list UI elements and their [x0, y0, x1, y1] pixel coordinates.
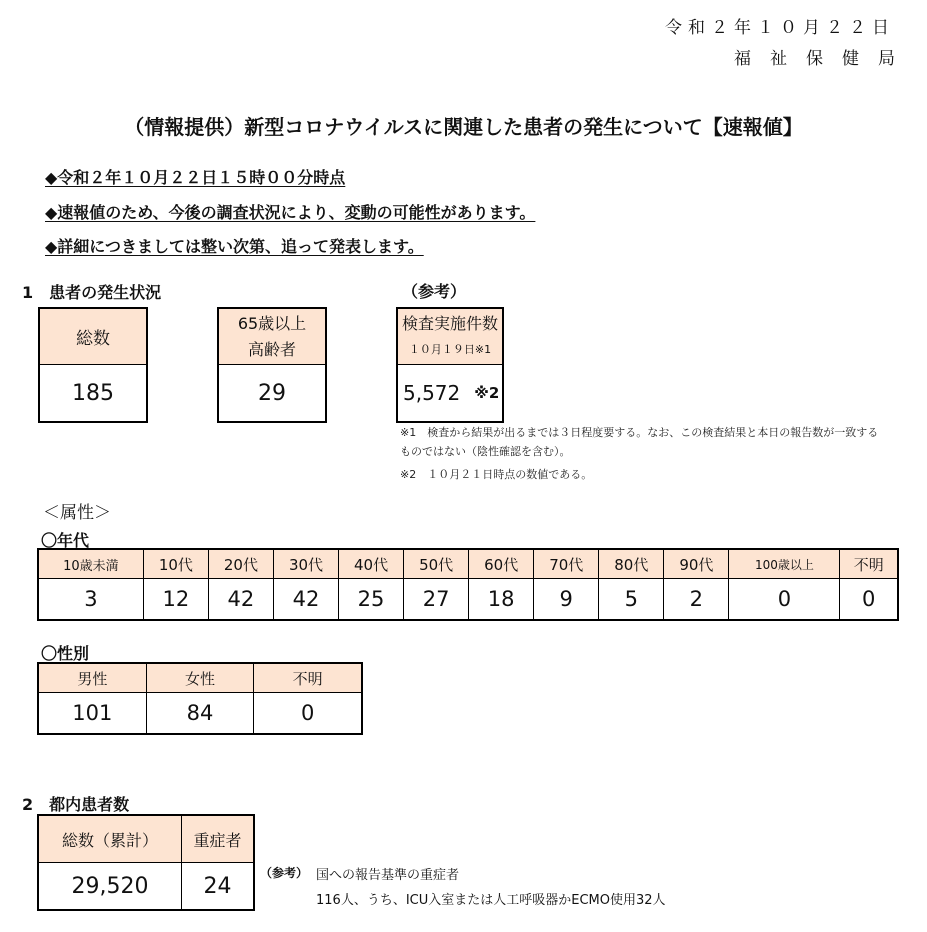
page-title: （情報提供）新型コロナウイルスに関連した患者の発生について【速報値】	[124, 115, 803, 139]
section2-reference-label: （参考）	[260, 866, 309, 880]
age-col-10s: 10代	[143, 550, 208, 579]
gender-table	[38, 663, 362, 734]
tokyo-total-value: 29,520	[39, 863, 182, 910]
bullet-details-notice: ◆詳細につきましては整い次第、追って発表します。	[45, 237, 424, 256]
age-val-90s: 2	[664, 579, 729, 620]
age-val-70s: 9	[534, 579, 599, 620]
tests-value-mark: ※2	[474, 384, 500, 402]
age-col-30s: 30代	[273, 550, 338, 579]
tokyo-severe-label: 重症者	[182, 816, 254, 863]
section2-heading: 2 都内患者数	[22, 795, 130, 814]
age-val-unknown: 0	[840, 579, 898, 620]
total-patients-box	[38, 307, 148, 423]
section2-reference-line2: 116人、うち、ICU入室または人工呼吸器かECMO使用32人	[316, 893, 666, 908]
age-val-20s: 42	[208, 579, 273, 620]
tests-value: 5,572	[403, 381, 461, 405]
age-col-70s: 70代	[534, 550, 599, 579]
age-col-60s: 60代	[469, 550, 534, 579]
age-val-10s: 12	[143, 579, 208, 620]
age-col-80s: 80代	[599, 550, 664, 579]
age-table	[38, 549, 898, 620]
gender-col-unknown: 不明	[254, 664, 362, 693]
elderly-patients-label	[219, 309, 325, 365]
tokyo-severe-value: 24	[182, 863, 254, 910]
tokyo-value-row	[39, 863, 254, 910]
section1-reference-label: （参考）	[402, 282, 467, 301]
age-val-30s: 42	[273, 579, 338, 620]
issuing-bureau: 福祉保健局	[734, 49, 914, 69]
tokyo-patients-table	[38, 815, 254, 910]
tests-label-line1: 検査実施件数	[401, 313, 498, 333]
age-val-100plus: 0	[729, 579, 840, 620]
age-col-90s: 90代	[664, 550, 729, 579]
report-date: 令和２年１０月２２日	[665, 18, 895, 38]
age-val-50s: 27	[404, 579, 469, 620]
note-1: ※1 検査から結果が出るまでは３日程度要する。なお、この検査結果と本日の報告数が一致する	[400, 426, 879, 439]
gender-col-female: 女性	[146, 664, 254, 693]
age-val-60s: 18	[469, 579, 534, 620]
section1-heading: 1 患者の発生状況	[22, 283, 162, 302]
age-col-20s: 20代	[208, 550, 273, 579]
gender-val-male: 101	[39, 693, 147, 734]
gender-val-female: 84	[146, 693, 254, 734]
age-col-100plus: 100歳以上	[729, 550, 840, 579]
section2-reference-line1: 国への報告基準の重症者	[316, 868, 460, 883]
tests-value-cell	[398, 365, 502, 421]
tests-label	[398, 309, 502, 365]
bullet-timestamp: ◆令和２年１０月２２日１５時００分時点	[45, 168, 346, 187]
total-patients-value: 185	[72, 380, 114, 406]
age-col-under10: 10歳未満	[39, 550, 144, 579]
tokyo-total-label: 総数（累計）	[39, 816, 182, 863]
note-1-continued: ものではない（陰性確認を含む）。	[400, 445, 571, 458]
elderly-label-line2: 高齢者	[247, 339, 296, 359]
gender-heading: 〇性別	[41, 644, 90, 663]
tokyo-header-row	[39, 816, 254, 863]
tests-box	[396, 307, 504, 423]
age-val-40s: 25	[339, 579, 404, 620]
elderly-label-line1: 65歳以上	[237, 313, 307, 333]
age-value-row	[39, 579, 898, 620]
elderly-patients-box	[217, 307, 327, 423]
age-val-under10: 3	[39, 579, 144, 620]
gender-val-unknown: 0	[254, 693, 362, 734]
total-patients-label: 総数	[40, 309, 146, 365]
gender-header-row	[39, 664, 362, 693]
tests-label-line2: １０月１９日※1	[408, 342, 492, 356]
age-header-row	[39, 550, 898, 579]
age-col-unknown: 不明	[840, 550, 898, 579]
gender-col-male: 男性	[39, 664, 147, 693]
age-col-40s: 40代	[339, 550, 404, 579]
age-val-80s: 5	[599, 579, 664, 620]
age-heading: 〇年代	[41, 531, 90, 550]
note-2: ※2 １０月２１日時点の数値である。	[400, 468, 593, 481]
age-col-50s: 50代	[404, 550, 469, 579]
gender-value-row	[39, 693, 362, 734]
attributes-heading: ＜属性＞	[43, 503, 111, 523]
elderly-patients-value: 29	[258, 380, 286, 406]
bullet-preliminary-notice: ◆速報値のため、今後の調査状況により、変動の可能性があります。	[45, 203, 536, 222]
